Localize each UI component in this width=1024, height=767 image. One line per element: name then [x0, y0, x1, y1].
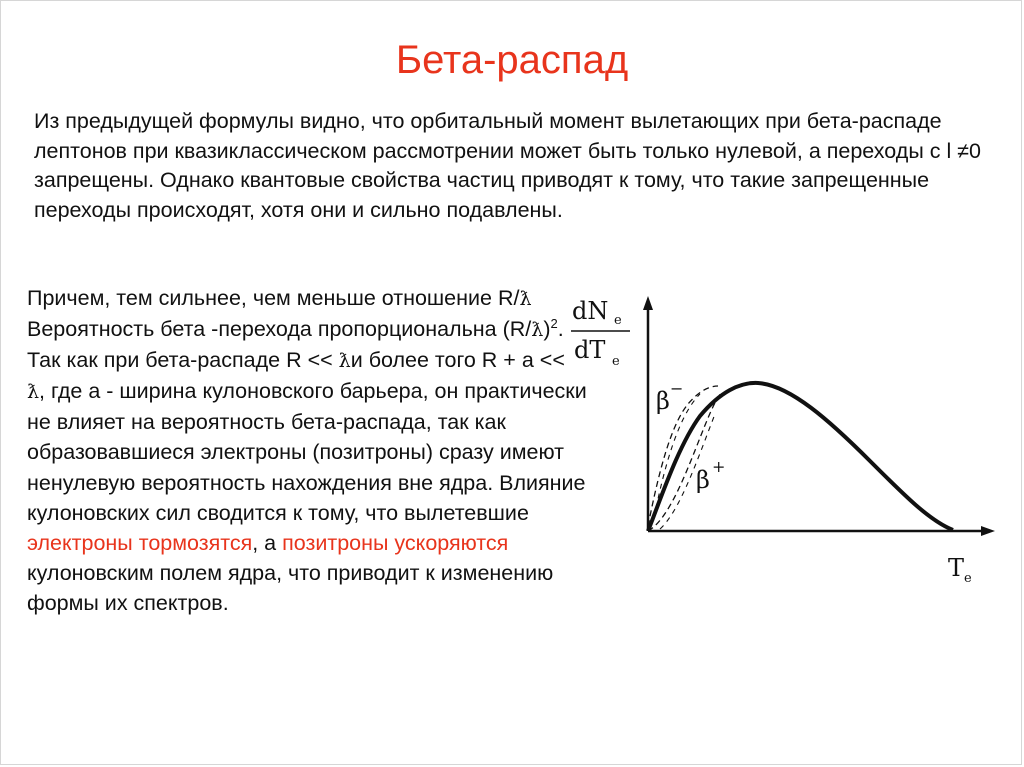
y-label-denominator-sub: e [612, 354, 620, 369]
lambda-symbol: ƛ [519, 288, 532, 310]
beta-plus-symbol: β [696, 466, 710, 494]
body-text-5: и более того R + a << [350, 348, 565, 373]
beta-minus-symbol: β [656, 387, 670, 415]
x-axis-arrow [981, 526, 995, 536]
body-text-3: ) [543, 317, 551, 342]
body-text-4: . Так как при бета-распаде R << [27, 317, 564, 373]
lambda-symbol: ƛ [531, 319, 544, 342]
body-text-7: , а [252, 530, 283, 555]
body-text-2: Вероятность бета -перехода пропорциональна (R/ [27, 317, 532, 342]
body-text-6: , где a - ширина кулоновского барьера, он практически не влияет на вероятность бета-распада, так как образовавшиеся электроны (позитроны) сразу имеют ненулевую вероятность нахождения вне ядра. Влияние кулоновских сил сводится к тому, что вылетевшие [27, 379, 587, 525]
positrons-accelerate-highlight: позитроны ускоряются [282, 530, 509, 555]
beta-plus-sign: + [712, 457, 726, 476]
body-text-8: кулоновским полем ядра, что приводит к изменению формы их спектров. [27, 560, 554, 615]
lambda-symbol: ƛ [338, 350, 351, 373]
y-axis-label [571, 297, 630, 369]
beta-minus-sign: − [670, 379, 684, 398]
electrons-decelerate-highlight: электроны тормозятся [27, 530, 253, 555]
y-label-denominator: dT [574, 336, 606, 364]
lambda-symbol: ƛ [27, 381, 40, 404]
body-text-1: Причем, тем сильнее, чем меньше отношение R/ [27, 286, 520, 310]
x-axis-label [948, 554, 972, 586]
beta-spectrum-graph [560, 286, 1000, 606]
x-label-text: T [948, 554, 965, 582]
y-label-numerator: dN [572, 297, 609, 325]
y-axis-arrow [643, 296, 653, 310]
y-label-numerator-sub: e [614, 313, 622, 328]
body-paragraph [27, 283, 587, 618]
intro-text-1: Из предыдущей формулы видно, что орбитальный момент вылетающих при бета-распаде лептонов при квазиклассическом рассмотрении может быть только нулевой, а переходы с l [34, 109, 958, 163]
slide-title: Бета-распад [395, 38, 629, 82]
beta-minus-label [656, 379, 683, 415]
intro-text-2: 0 запрещены. Однако квантовые свойства частиц приводят к тому, что такие запрещенные переходы происходят, хотя они и сильно подавлены. [34, 138, 982, 222]
square-superscript: 2 [550, 315, 558, 331]
intro-paragraph [34, 107, 1009, 225]
beta-plus-label [696, 457, 725, 494]
x-label-sub: e [964, 571, 972, 586]
neutral-spectrum-curve [648, 383, 953, 531]
neq-symbol: ≠ [957, 138, 970, 163]
